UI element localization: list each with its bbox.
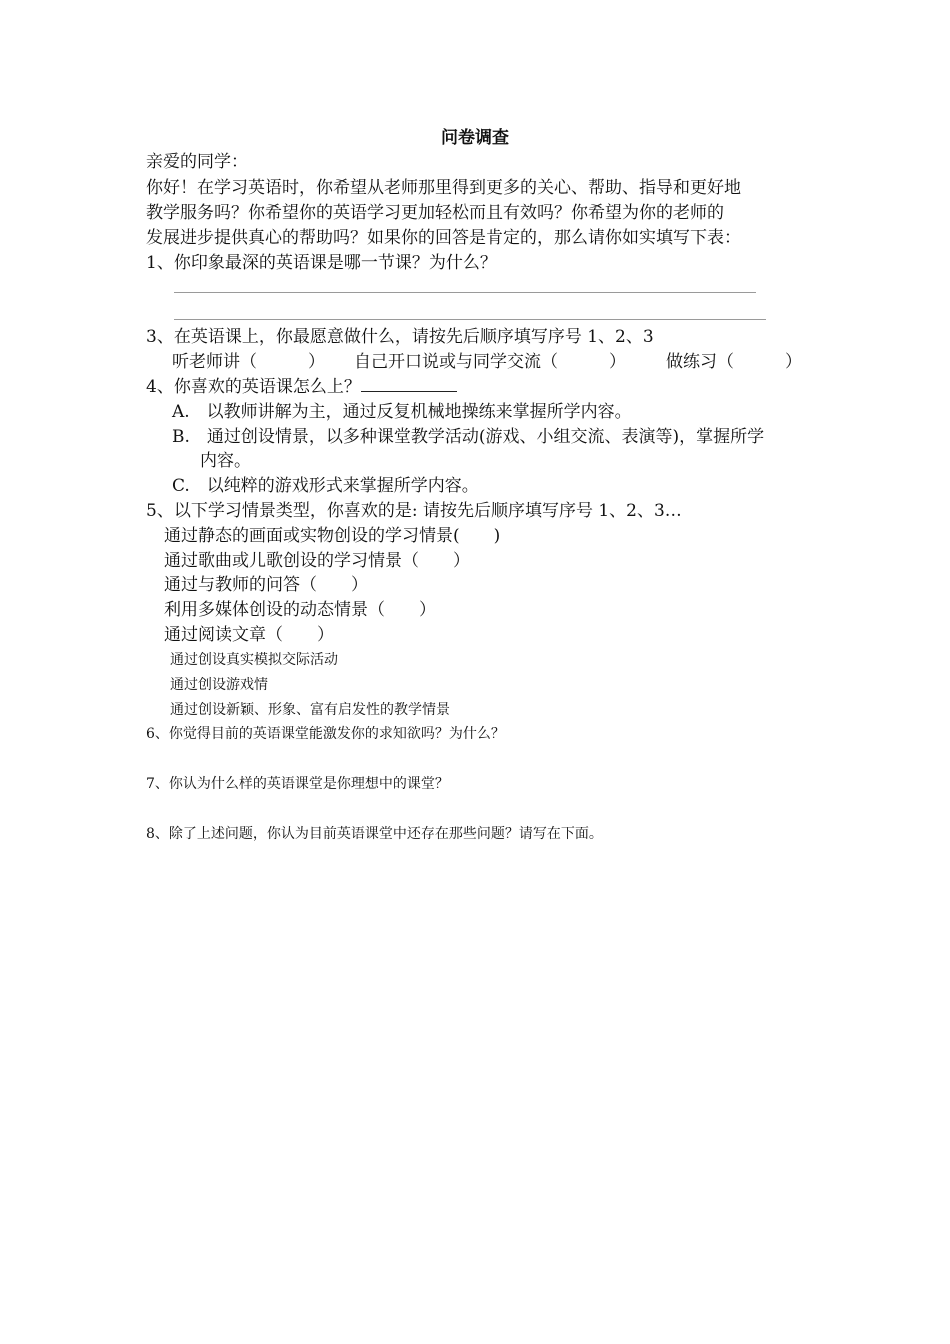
q5-option-5: 通过阅读文章（ ）	[164, 625, 334, 645]
q4-answer-blank[interactable]	[361, 375, 457, 392]
intro-line-1: 你好！在学习英语时，你希望从老师那里得到更多的关心、帮助、指导和更好地	[146, 178, 741, 198]
question-6: 6、你觉得目前的英语课堂能激发你的求知欲吗？为什么？	[146, 726, 505, 742]
page-title: 问卷调查	[441, 128, 509, 148]
question-3: 3、在英语课上，你最愿意做什么，请按先后顺序填写序号 1、2、3	[146, 327, 654, 347]
question-5: 5、以下学习情景类型，你喜欢的是: 请按先后顺序填写序号 1、2、3…	[146, 501, 682, 521]
answer-line-1[interactable]	[174, 292, 756, 293]
q3-option-listen: 听老师讲（ ）	[172, 352, 325, 372]
q4-option-b: B. 通过创设情景，以多种课堂教学活动(游戏、小组交流、表演等)，掌握所学	[172, 427, 765, 447]
intro-line-2: 教学服务吗？你希望你的英语学习更加轻松而且有效吗？你希望为你的老师的	[146, 203, 724, 223]
q5-option-4: 利用多媒体创设的动态情景（ ）	[164, 600, 436, 620]
question-4	[146, 375, 457, 399]
answer-line-2[interactable]	[174, 319, 766, 320]
question-8: 8、除了上述问题，你认为目前英语课堂中还存在那些问题？请写在下面。	[146, 826, 603, 842]
greeting: 亲爱的同学：	[146, 152, 248, 172]
q5-option-7: 通过创设游戏情	[170, 677, 268, 693]
q5-option-3: 通过与教师的问答（ ）	[164, 575, 368, 595]
q5-option-1: 通过静态的画面或实物创设的学习情景( )	[164, 526, 501, 546]
intro-line-3: 发展进步提供真心的帮助吗？如果你的回答是肯定的，那么请你如实填写下表：	[146, 228, 741, 248]
q4-option-a: A. 以教师讲解为主，通过反复机械地操练来掌握所学内容。	[172, 402, 632, 422]
q3-option-exercise: 做练习（ ）	[666, 352, 802, 372]
question-4-text: 4、你喜欢的英语课怎么上？	[146, 377, 361, 397]
q4-option-b-cont: 内容。	[200, 451, 251, 471]
q5-option-6: 通过创设真实模拟交际活动	[170, 652, 338, 668]
question-1: 1、你印象最深的英语课是哪一节课？为什么？	[146, 253, 497, 273]
q5-option-2: 通过歌曲或儿歌创设的学习情景（ ）	[164, 551, 470, 571]
q4-option-c: C. 以纯粹的游戏形式来掌握所学内容。	[172, 476, 479, 496]
question-7: 7、你认为什么样的英语课堂是你理想中的课堂？	[146, 776, 449, 792]
q3-option-speak: 自己开口说或与同学交流（ ）	[354, 352, 626, 372]
q5-option-8: 通过创设新颖、形象、富有启发性的教学情景	[170, 702, 450, 718]
